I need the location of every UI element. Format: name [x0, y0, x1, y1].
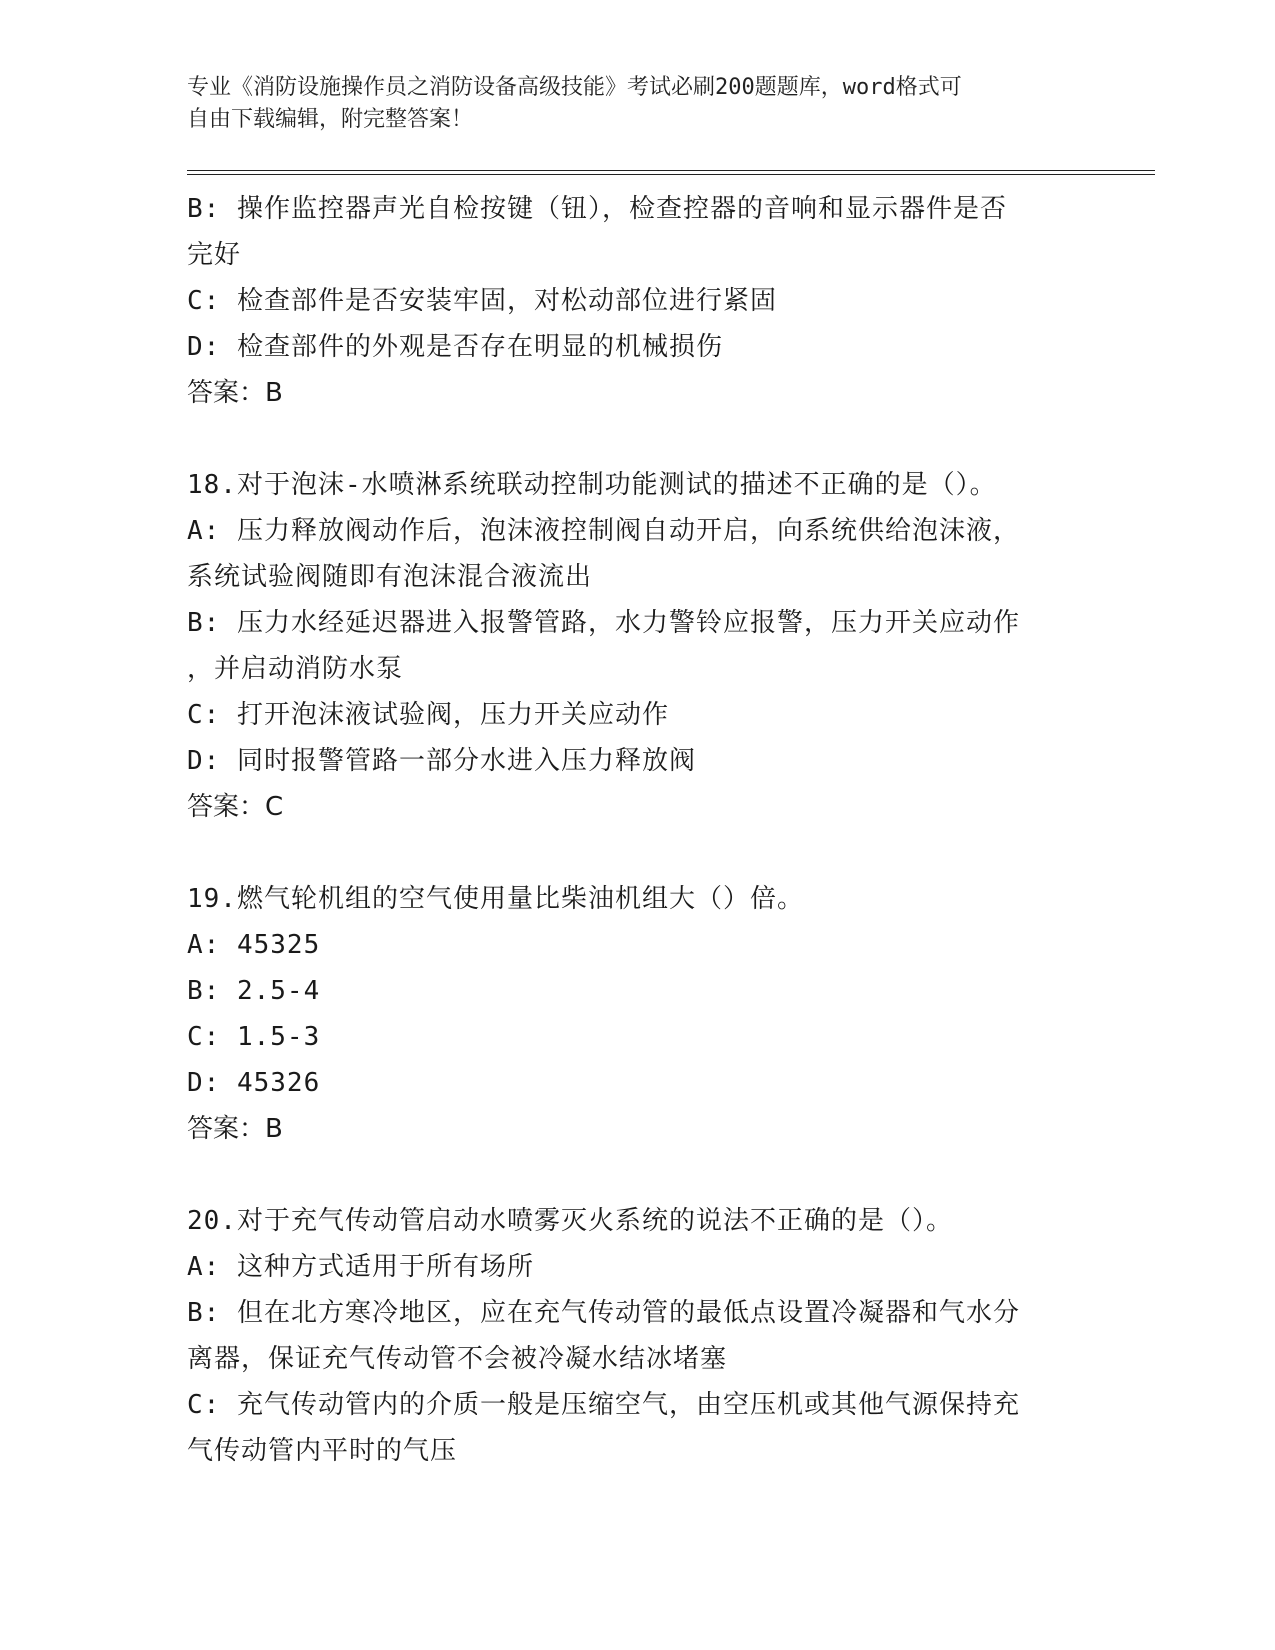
- question-stem: 19.燃气轮机组的空气使用量比柴油机组大（）倍。: [187, 884, 804, 914]
- spacer: [187, 1152, 1107, 1198]
- option-line: 气传动管内平时的气压: [187, 1436, 458, 1466]
- option-line: A: 45325: [187, 930, 321, 960]
- option-line: B: 压力水经延迟器进入报警管路，水力警铃应报警，压力开关应动作: [187, 608, 1020, 638]
- option-line: C: 1.5-3: [187, 1022, 321, 1052]
- header-divider-top: [187, 170, 1155, 171]
- answer-line: 答案：C: [187, 792, 284, 822]
- header-line-2: 自由下载编辑，附完整答案！: [187, 107, 474, 132]
- spacer: [187, 416, 1107, 462]
- spacer: [187, 830, 1107, 876]
- option-line: D: 同时报警管路一部分水进入压力释放阀: [187, 746, 696, 776]
- header-line-1: 专业《消防设施操作员之消防设备高级技能》考试必刷200题题库，word格式可: [187, 75, 962, 100]
- header-divider-bottom: [187, 174, 1155, 175]
- option-line: B: 2.5-4: [187, 976, 321, 1006]
- option-line: C: 充气传动管内的介质一般是压缩空气，由空压机或其他气源保持充: [187, 1390, 1020, 1420]
- document-header: [187, 72, 1087, 136]
- option-line: C: 打开泡沫液试验阀，压力开关应动作: [187, 700, 669, 730]
- option-line: ，并启动消防水泵: [187, 654, 404, 684]
- option-line: B: 操作监控器声光自检按键（钮），检查控器的音响和显示器件是否: [187, 194, 1007, 224]
- option-line: D: 检查部件的外观是否存在明显的机械损伤: [187, 332, 723, 362]
- option-line: D: 45326: [187, 1068, 321, 1098]
- option-line: A: 压力释放阀动作后，泡沫液控制阀自动开启，向系统供给泡沫液，: [187, 516, 1020, 546]
- answer-line: 答案：B: [187, 1114, 283, 1144]
- option-line: C: 检查部件是否安装牢固，对松动部位进行紧固: [187, 286, 777, 316]
- option-line: B: 但在北方寒冷地区，应在充气传动管的最低点设置冷凝器和气水分: [187, 1298, 1020, 1328]
- answer-line: 答案：B: [187, 378, 283, 408]
- question-list: [187, 186, 1107, 1474]
- option-line: 完好: [187, 240, 242, 270]
- option-line: 离器，保证充气传动管不会被冷凝水结冰堵塞: [187, 1344, 728, 1374]
- question-stem: 18.对于泡沫-水喷淋系统联动控制功能测试的描述不正确的是（）。: [187, 470, 997, 500]
- option-line: 系统试验阀随即有泡沫混合液流出: [187, 562, 593, 592]
- question-stem: 20.对于充气传动管启动水喷雾灭火系统的说法不正确的是（）。: [187, 1206, 953, 1236]
- option-line: A: 这种方式适用于所有场所: [187, 1252, 534, 1282]
